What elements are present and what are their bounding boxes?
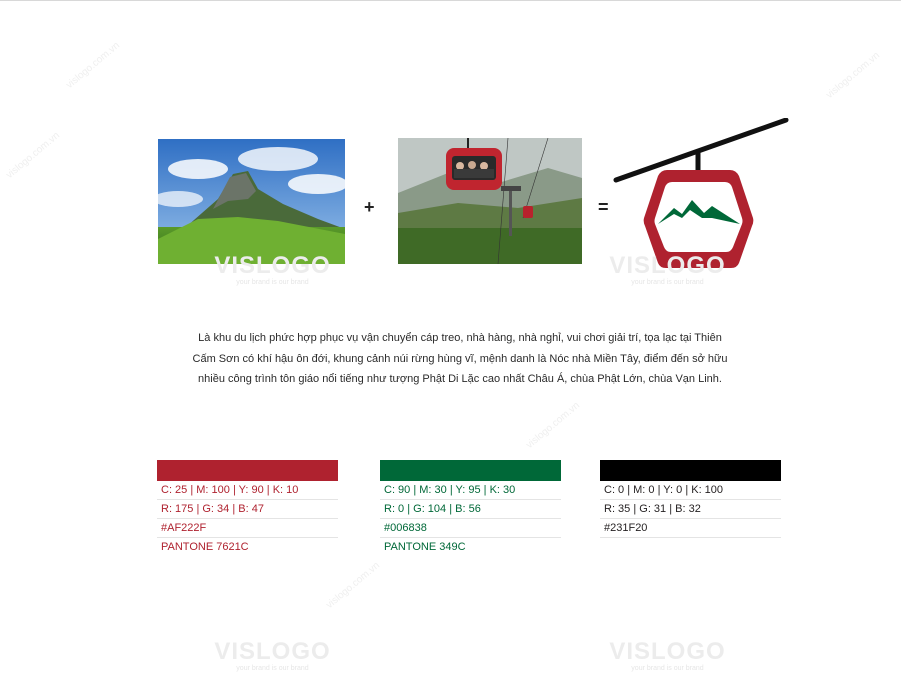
vislogo-watermark: VISLOGO your brand is our brand: [214, 252, 331, 286]
color-swatch-red: [157, 460, 338, 556]
equals-sign: =: [598, 197, 609, 217]
swatch-pantone: PANTONE 349C: [384, 541, 466, 553]
watermark-site: vislogo.com.vn: [64, 40, 122, 91]
swatch-hex: #231F20: [600, 519, 781, 538]
swatch-bar: [157, 460, 338, 481]
cable-car-photo: [398, 138, 582, 264]
watermark-site: vislogo.com.vn: [824, 50, 882, 101]
top-divider: [0, 0, 901, 1]
swatch-cmyk: C: 25 | M: 100 | Y: 90 | K: 10: [157, 481, 338, 500]
cable-car-logo: [612, 118, 792, 268]
plus-sign: +: [364, 197, 375, 217]
swatch-rgb: R: 0 | G: 104 | B: 56: [380, 500, 561, 519]
color-swatch-black: [600, 460, 781, 538]
color-swatch-green: [380, 460, 561, 556]
swatch-cmyk: C: 0 | M: 0 | Y: 0 | K: 100: [600, 481, 781, 500]
description-text: Là khu du lịch phức hợp phục vụ vận chuyển cáp treo, nhà hàng, nhà nghỉ, vui chơi giải trí, tọa lạc tại Thiên Cấm Sơn có khí hậu ôn đới, khung cảnh núi rừng hùng vĩ, mệnh danh là Nóc nhà Miền Tây, điểm đến sở hữu nhiều công trình tôn giáo nổi tiếng như tượng Phật Di Lặc cao nhất Châu Á, chùa Phật Lớn, chùa Vạn Linh.: [192, 332, 728, 385]
mountain-photo: [158, 139, 345, 264]
watermark-site: vislogo.com.vn: [324, 560, 382, 611]
swatch-hex: #AF222F: [157, 519, 338, 538]
vislogo-watermark: VISLOGO your brand is our brand: [609, 252, 726, 286]
watermark-site: vislogo.com.vn: [4, 130, 62, 181]
watermark-site: vislogo.com.vn: [524, 400, 582, 451]
swatch-hex: #006838: [380, 519, 561, 538]
swatch-rgb: R: 35 | G: 31 | B: 32: [600, 500, 781, 519]
swatch-pantone: PANTONE 7621C: [161, 541, 249, 553]
swatch-bar: [380, 460, 561, 481]
swatch-cmyk: C: 90 | M: 30 | Y: 95 | K: 30: [380, 481, 561, 500]
swatch-rgb: R: 175 | G: 34 | B: 47: [157, 500, 338, 519]
swatch-bar: [600, 460, 781, 481]
vislogo-watermark: VISLOGO your brand is our brand: [214, 638, 331, 672]
vislogo-watermark: VISLOGO your brand is our brand: [609, 638, 726, 672]
